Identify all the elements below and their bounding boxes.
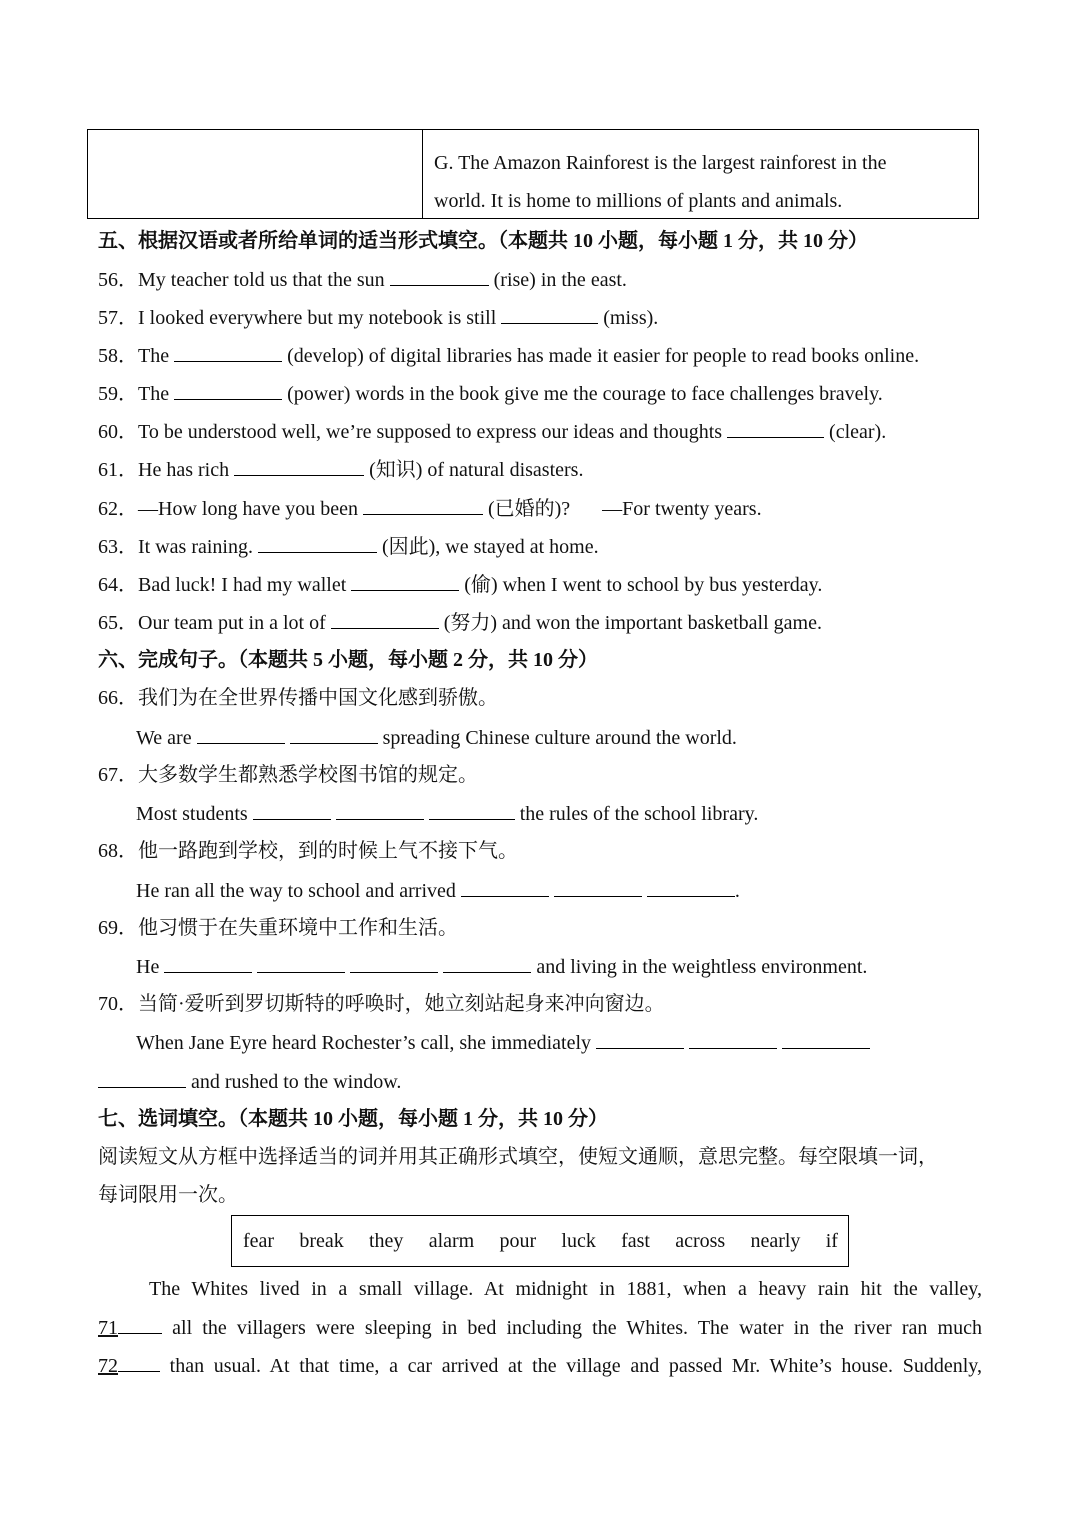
table-cell-option-g [423,130,978,218]
answer-blank[interactable] [596,1029,684,1049]
question-67-english: Most students the rules of the school library. [136,800,758,827]
answer-blank[interactable] [336,800,424,820]
question-65: 65．Our team put in a lot of (努力) and won the important basketball game. [98,609,822,636]
answer-blank[interactable] [429,800,515,820]
table-cell-empty [88,130,423,218]
question-68-chinese: 68．他一路跑到学校，到的时候上气不接下气。 [98,840,518,862]
question-62: 62．—How long have you been (已婚的)? —For twenty years. [98,495,762,522]
word-bank-item: if [825,1229,838,1252]
answer-blank[interactable] [174,380,282,400]
passage-line2: 71 all the villagers were sleeping in bed including the Whites. The water in the river ran much [98,1314,982,1341]
question-60: 60．To be understood well, we’re supposed to express our ideas and thoughts (clear). [98,418,886,445]
question-68-english: He ran all the way to school and arrived . [136,877,740,904]
question-69-chinese: 69．他习惯于在失重环境中工作和生活。 [98,917,458,939]
word-bank-item: alarm [428,1229,475,1252]
answer-blank[interactable] [253,800,331,820]
question-64: 64．Bad luck! I had my wallet (偷) when I went to school by bus yesterday. [98,571,822,598]
word-bank-item: luck [561,1229,596,1252]
section5-heading: 五、根据汉语或者所给单词的适当形式填空。（本题共 10 小题，每小题 1 分，共 10 分） [98,230,868,252]
options-table-tail [87,129,979,219]
answer-blank[interactable] [350,953,438,973]
word-bank-item: across [675,1229,726,1252]
answer-blank[interactable] [443,953,531,973]
question-63: 63．It was raining. (因此), we stayed at home. [98,533,599,560]
question-66-english: We are spreading Chinese culture around the world. [136,724,737,751]
question-70-english: When Jane Eyre heard Rochester’s call, she immediately [136,1029,870,1056]
answer-blank[interactable] [234,456,364,476]
blank-72[interactable]: 72 [98,1355,118,1377]
answer-blank[interactable] [554,877,642,897]
answer-blank[interactable] [331,609,439,629]
section6-heading: 六、完成句子。（本题共 5 小题，每小题 2 分，共 10 分） [98,649,598,671]
answer-blank[interactable] [258,533,377,553]
answer-blank[interactable] [351,571,459,591]
word-bank-item: break [299,1229,344,1252]
question-67-chinese: 67．大多数学生都熟悉学校图书馆的规定。 [98,764,478,786]
answer-blank[interactable] [782,1029,870,1049]
passage-line3: 72 than usual. At that time, a car arrived at the village and passed Mr. White’s house. Suddenly, [98,1352,982,1379]
blank-72-line[interactable] [118,1352,160,1372]
word-bank-item: fear [243,1229,275,1252]
question-58: 58．The (develop) of digital libraries has made it easier for people to read books online. [98,342,919,369]
answer-blank[interactable] [363,495,483,515]
question-56: 56．My teacher told us that the sun (rise) in the east. [98,266,627,293]
answer-blank[interactable] [98,1068,186,1088]
question-66-chinese: 66．我们为在全世界传播中国文化感到骄傲。 [98,687,498,709]
passage-line1: The Whites lived in a small village. At midnight in 1881, when a heavy rain hit the valley, [149,1278,982,1300]
word-bank-item: pour [499,1229,537,1252]
answer-blank[interactable] [174,342,282,362]
answer-blank[interactable] [461,877,549,897]
option-g-line2: world. It is home to millions of plants and animals. [434,190,843,212]
answer-blank[interactable] [689,1029,777,1049]
answer-blank[interactable] [290,724,378,744]
answer-blank[interactable] [647,877,735,897]
section7-heading: 七、选词填空。（本题共 10 小题，每小题 1 分，共 10 分） [98,1108,608,1130]
word-bank-item: they [369,1229,404,1252]
blank-71[interactable]: 71 [98,1317,118,1339]
blank-71-line[interactable] [118,1314,162,1334]
word-bank-item: nearly [750,1229,801,1252]
question-69-english: He and living in the weightless environment. [136,953,867,980]
question-61: 61．He has rich (知识) of natural disasters. [98,456,583,483]
option-g-line1: G. The Amazon Rainforest is the largest rainforest in the [434,152,887,174]
answer-blank[interactable] [501,304,598,324]
answer-blank[interactable] [727,418,824,438]
question-70-english-cont: and rushed to the window. [98,1068,401,1095]
question-59: 59．The (power) words in the book give me the courage to face challenges bravely. [98,380,883,407]
question-70-chinese: 70．当简·爱听到罗切斯特的呼唤时，她立刻站起身来冲向窗边。 [98,993,665,1015]
answer-blank[interactable] [390,266,489,286]
answer-blank[interactable] [164,953,252,973]
word-bank-box [231,1215,849,1267]
section7-instruction-line1: 阅读短文从方框中选择适当的词并用其正确形式填空，使短文通顺，意思完整。每空限填一词， [98,1146,938,1168]
word-bank-item: fast [621,1229,650,1252]
answer-blank[interactable] [197,724,285,744]
question-57: 57．I looked everywhere but my notebook is still (miss). [98,304,658,331]
section7-instruction-line2: 每词限用一次。 [98,1184,238,1206]
answer-blank[interactable] [257,953,345,973]
